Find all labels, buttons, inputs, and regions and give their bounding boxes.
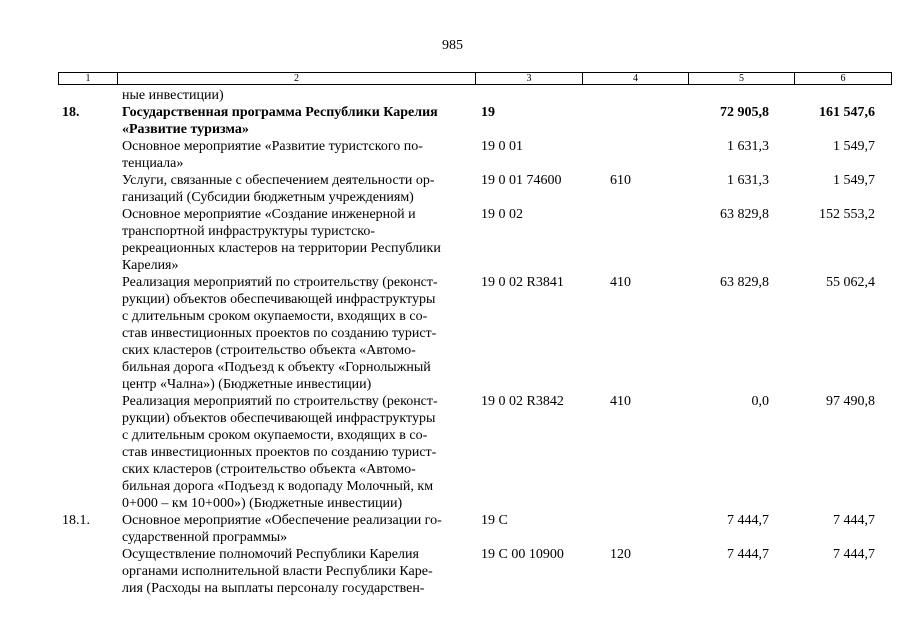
table-row bbox=[0, 393, 905, 512]
row-name-line: Основное мероприятие «Развитие туристского по- bbox=[122, 139, 423, 154]
row-name bbox=[122, 138, 482, 172]
row-name-line: Карелия» bbox=[122, 258, 179, 273]
row-code: 19 0 01 74600 bbox=[481, 173, 562, 188]
row-code: 19 0 02 R3841 bbox=[481, 275, 564, 290]
row-code: 19 С bbox=[481, 513, 508, 528]
row-name-line: с длительным сроком окупаемости, входящих в со- bbox=[122, 309, 428, 324]
row-name-line: центр «Чална») (Бюджетные инвестиции) bbox=[122, 377, 372, 392]
table-row bbox=[0, 87, 905, 104]
row-value-1: 1 631,3 bbox=[727, 173, 769, 188]
row-name-line: «Развитие туризма» bbox=[122, 122, 249, 137]
row-name-line: лия (Расходы на выплаты персоналу государствен- bbox=[122, 581, 425, 596]
column-number-5: 5 bbox=[689, 73, 795, 85]
row-value-1: 7 444,7 bbox=[727, 513, 769, 528]
row-name-line: Реализация мероприятий по строительству (реконст- bbox=[122, 394, 438, 409]
row-expense-type: 410 bbox=[610, 275, 631, 290]
row-name-line: тенциала» bbox=[122, 156, 184, 171]
row-name-line: рукции) объектов обеспечивающей инфраструктуры bbox=[122, 292, 436, 307]
row-name-line: ганизаций (Субсидии бюджетным учреждениям) bbox=[122, 190, 414, 205]
row-name-line: 0+000 – км 10+000») (Бюджетные инвестиции) bbox=[122, 496, 403, 511]
budget-table-body bbox=[0, 87, 905, 597]
row-value-1: 63 829,8 bbox=[720, 207, 769, 222]
row-number: 18. bbox=[62, 105, 80, 120]
row-value-2: 1 549,7 bbox=[833, 173, 875, 188]
row-name-line: став инвестиционных проектов по созданию турист- bbox=[122, 326, 437, 341]
column-number-1: 1 bbox=[59, 73, 118, 85]
row-value-1: 0,0 bbox=[751, 394, 769, 409]
page-number: 985 bbox=[442, 38, 463, 53]
row-name bbox=[122, 87, 482, 104]
row-value-1: 72 905,8 bbox=[720, 105, 769, 120]
row-number: 18.1. bbox=[62, 513, 90, 528]
row-name bbox=[122, 512, 482, 546]
row-name-line: Основное мероприятие «Создание инженерной и bbox=[122, 207, 416, 222]
table-row bbox=[0, 274, 905, 393]
row-name-line: бильная дорога «Подъезд к водопаду Молочный, км bbox=[122, 479, 434, 494]
row-value-2: 161 547,6 bbox=[819, 105, 875, 120]
row-name bbox=[122, 546, 482, 597]
row-name-line: Основное мероприятие «Обеспечение реализации го- bbox=[122, 513, 442, 528]
row-value-2: 97 490,8 bbox=[826, 394, 875, 409]
row-expense-type: 120 bbox=[610, 547, 631, 562]
row-name-line: транспортной инфраструктуры туристско- bbox=[122, 224, 376, 239]
column-header-row bbox=[58, 72, 892, 85]
row-value-1: 63 829,8 bbox=[720, 275, 769, 290]
row-expense-type: 610 bbox=[610, 173, 631, 188]
column-number-2: 2 bbox=[118, 73, 476, 85]
row-code: 19 0 01 bbox=[481, 139, 523, 154]
row-name-line: органами исполнительной власти Республики Каре- bbox=[122, 564, 433, 579]
row-code: 19 bbox=[481, 105, 495, 120]
row-name-line: Реализация мероприятий по строительству (реконст- bbox=[122, 275, 438, 290]
row-value-2: 152 553,2 bbox=[819, 207, 875, 222]
row-value-2: 7 444,7 bbox=[833, 513, 875, 528]
row-name bbox=[122, 172, 482, 206]
row-expense-type: 410 bbox=[610, 394, 631, 409]
row-code: 19 С 00 10900 bbox=[481, 547, 564, 562]
row-code: 19 0 02 R3842 bbox=[481, 394, 564, 409]
table-row bbox=[0, 206, 905, 274]
row-name-line: рекреационных кластеров на территории Республики bbox=[122, 241, 441, 256]
row-value-2: 1 549,7 bbox=[833, 139, 875, 154]
table-row bbox=[0, 138, 905, 172]
row-name-line: ских кластеров (строительство объекта «Автомо- bbox=[122, 343, 416, 358]
row-name-line: с длительным сроком окупаемости, входящих в со- bbox=[122, 428, 428, 443]
row-value-1: 7 444,7 bbox=[727, 547, 769, 562]
table-row bbox=[0, 104, 905, 138]
row-name bbox=[122, 274, 482, 393]
table-row bbox=[0, 546, 905, 597]
row-name-line: рукции) объектов обеспечивающей инфраструктуры bbox=[122, 411, 436, 426]
row-name-line: бильная дорога «Подъезд к объекту «Горнолыжный bbox=[122, 360, 431, 375]
row-name bbox=[122, 206, 482, 274]
row-name-line: ные инвестиции) bbox=[122, 88, 224, 103]
table-row bbox=[0, 512, 905, 546]
column-number-6: 6 bbox=[795, 73, 892, 85]
row-name bbox=[122, 104, 482, 138]
row-name bbox=[122, 393, 482, 512]
row-code: 19 0 02 bbox=[481, 207, 523, 222]
row-value-1: 1 631,3 bbox=[727, 139, 769, 154]
column-number-4: 4 bbox=[583, 73, 689, 85]
column-number-3: 3 bbox=[476, 73, 583, 85]
row-name-line: Осуществление полномочий Республики Карелия bbox=[122, 547, 419, 562]
table-row bbox=[0, 172, 905, 206]
row-name-line: сударственной программы» bbox=[122, 530, 288, 545]
row-name-line: Государственная программа Республики Карелия bbox=[122, 105, 438, 120]
row-value-2: 7 444,7 bbox=[833, 547, 875, 562]
row-name-line: Услуги, связанные с обеспечением деятельности ор- bbox=[122, 173, 435, 188]
row-value-2: 55 062,4 bbox=[826, 275, 875, 290]
row-name-line: ских кластеров (строительство объекта «Автомо- bbox=[122, 462, 416, 477]
row-name-line: став инвестиционных проектов по созданию турист- bbox=[122, 445, 437, 460]
